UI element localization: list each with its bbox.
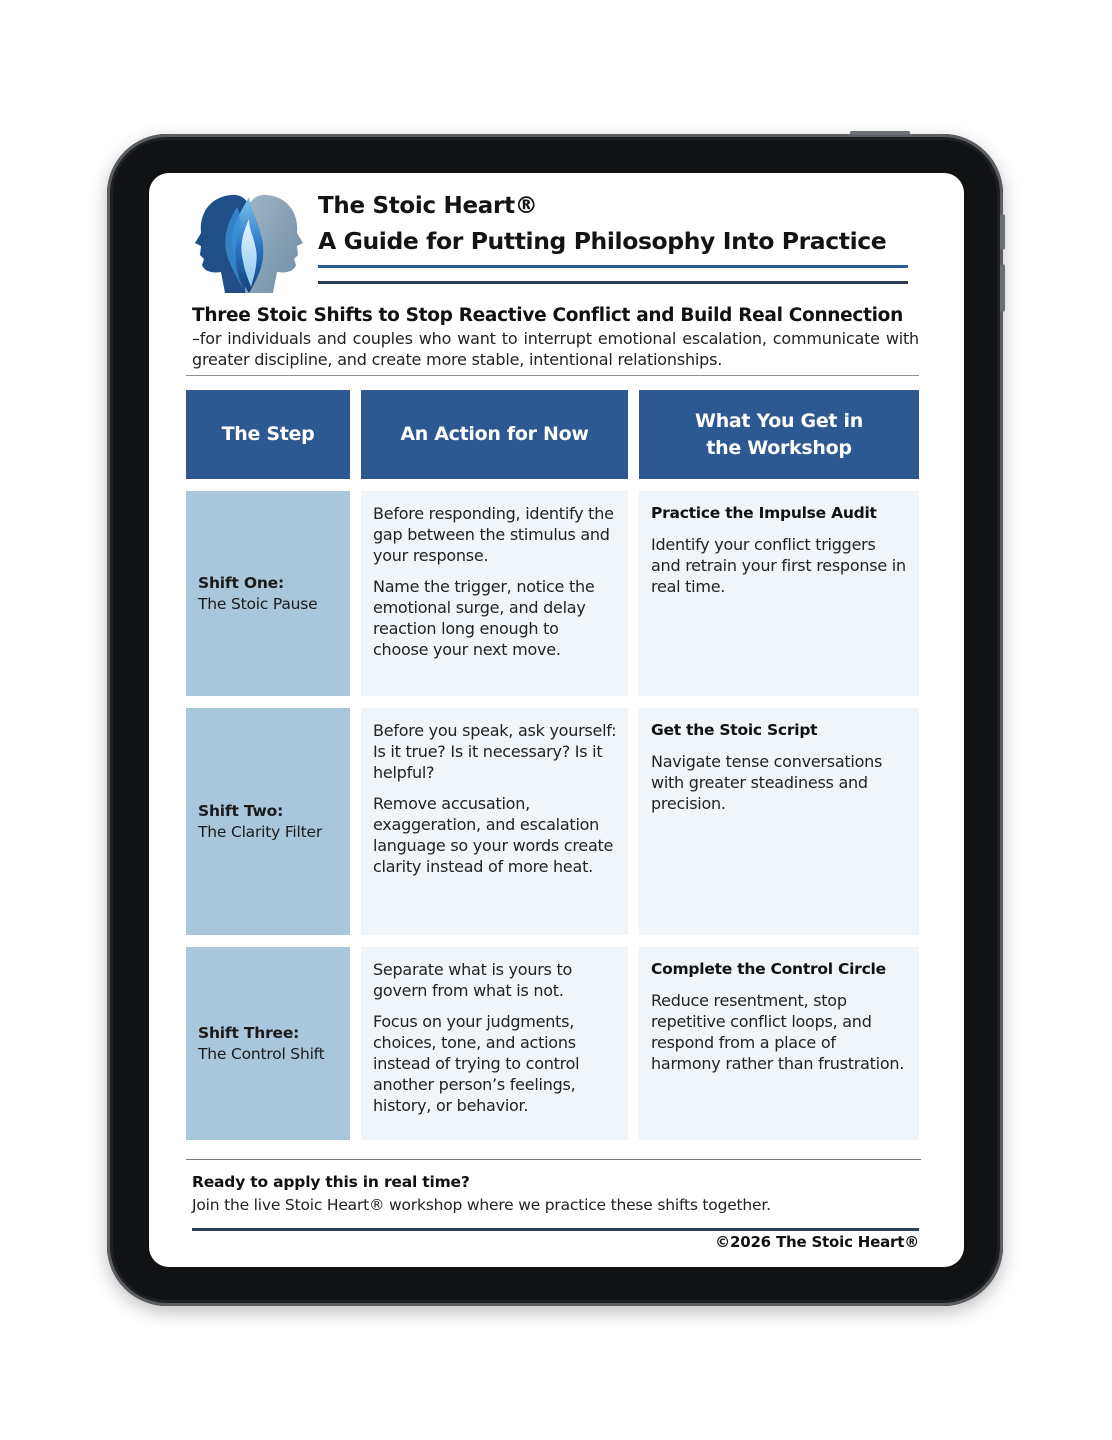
gain-title: Complete the Control Circle xyxy=(651,960,886,978)
tablet-screen xyxy=(149,173,964,1267)
twin-profile-flame-logo xyxy=(191,189,307,299)
step-subtitle: The Control Shift xyxy=(198,1044,325,1063)
table-row-gain xyxy=(639,947,919,1140)
cta-heading: Ready to apply this in real time? xyxy=(192,1173,470,1191)
table-header-action: An Action for Now xyxy=(361,390,628,479)
footer-rule xyxy=(192,1228,919,1231)
table-row-action xyxy=(361,947,628,1140)
gain-text: Navigate tense conversations with greater steadiness and precision. xyxy=(651,752,883,813)
step-name: Shift Three: xyxy=(198,1023,300,1042)
footer-divider xyxy=(186,1159,921,1160)
volume-down-button xyxy=(1000,264,1005,312)
volume-up-button xyxy=(1000,214,1005,250)
step-subtitle: The Clarity Filter xyxy=(198,822,323,841)
copyright: ©2026 The Stoic Heart® xyxy=(715,1233,919,1251)
table-header-workshop: What You Get in the Workshop xyxy=(639,390,919,479)
cta-text: Join the live Stoic Heart® workshop where we practice these shifts together. xyxy=(192,1196,771,1214)
header-rule-blue xyxy=(318,265,908,268)
table-row-step xyxy=(186,708,350,935)
table-row-action xyxy=(361,708,628,935)
action-text: Remove accusation, exaggeration, and escalation language so your words create clarity instead of more heat. xyxy=(373,794,614,876)
step-name: Shift One: xyxy=(198,573,284,592)
table-row-step xyxy=(186,947,350,1140)
intro-divider xyxy=(186,375,919,376)
table-row-step xyxy=(186,491,350,696)
action-text: Before you speak, ask yourself: Is it true? Is it necessary? Is it helpful? xyxy=(373,721,617,782)
gain-title: Get the Stoic Script xyxy=(651,721,818,739)
gain-text: Reduce resentment, stop repetitive conflict loops, and respond from a place of harmony rather than frustration. xyxy=(651,991,905,1073)
intro-heading: Three Stoic Shifts to Stop Reactive Conflict and Build Real Connection xyxy=(192,305,903,326)
brand-name: The Stoic Heart® xyxy=(318,193,538,219)
power-button xyxy=(850,131,910,135)
action-text: Before responding, identify the gap between the stimulus and your response. xyxy=(373,504,614,565)
action-text: Focus on your judgments, choices, tone, and actions instead of trying to control another person’s feelings, history, or behavior. xyxy=(373,1012,580,1115)
page-title: A Guide for Putting Philosophy Into Practice xyxy=(318,227,887,255)
step-subtitle: The Stoic Pause xyxy=(198,594,318,613)
action-text: Separate what is yours to govern from what is not. xyxy=(373,960,573,1000)
gain-title: Practice the Impulse Audit xyxy=(651,504,877,522)
table-row-gain xyxy=(639,491,919,696)
intro-text: –for individuals and couples who want to interrupt emotional escalation, communicate with greater discipline, and create more stable, intentional relationships. xyxy=(192,329,919,369)
table-row-gain xyxy=(639,708,919,935)
table-row-action xyxy=(361,491,628,696)
gain-text: Identify your conflict triggers and retrain your first response in real time. xyxy=(651,535,906,596)
action-text: Name the trigger, notice the emotional surge, and delay reaction long enough to choose your next move. xyxy=(373,577,595,659)
step-name: Shift Two: xyxy=(198,801,284,820)
header-rule-dark xyxy=(318,281,908,284)
table-header-step: The Step xyxy=(186,390,350,479)
